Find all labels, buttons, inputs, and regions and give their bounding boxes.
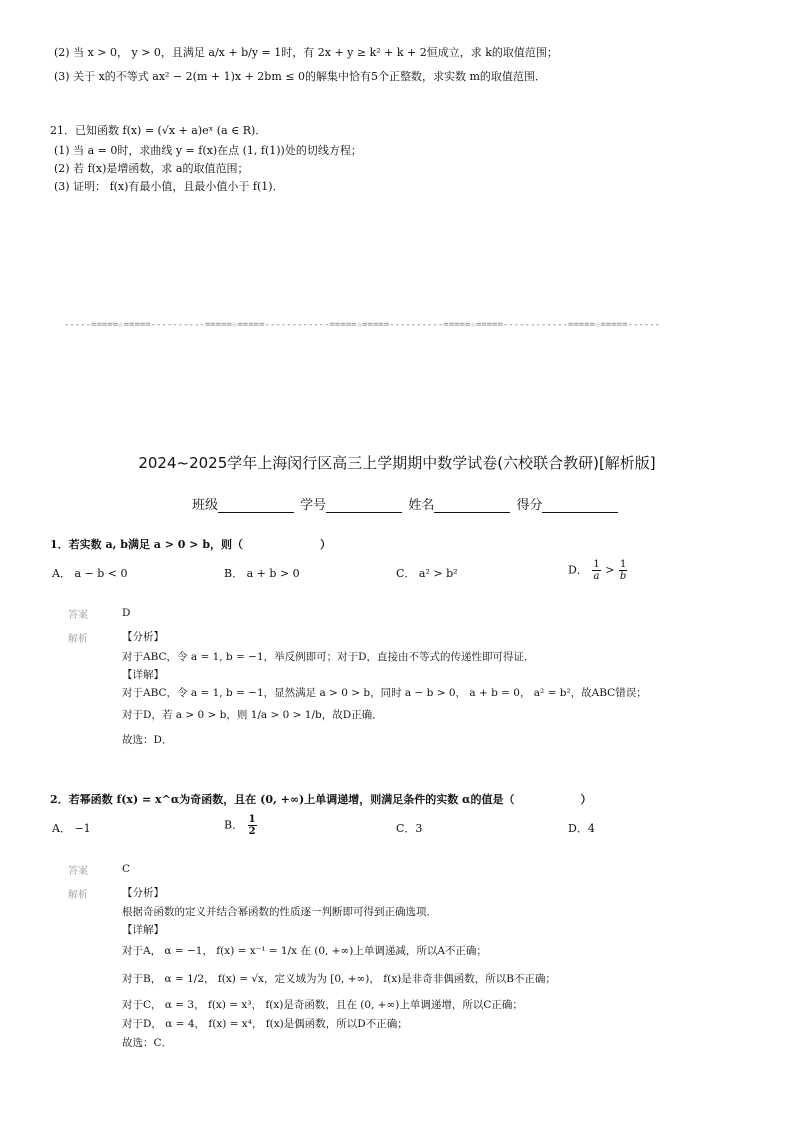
q2-stem: 2．若幂函数 f(x) = x^α为奇函数，且在 (0, +∞)上单调递增，则满足条件的实数 α的值是（ ） — [50, 793, 592, 806]
q2-analysis-line5: 对于B， α = 1/2， f(x) = √x，定义域为为 [0, +∞)， f(x)是非奇非偶函数，所以B不正确； — [122, 973, 556, 985]
q2-answer: C — [122, 863, 131, 875]
q1-analysis-line6: 故选：D． — [122, 734, 173, 746]
q1-analysis-line1: 【分析】 — [122, 631, 164, 643]
q1-option-c: C． a² > b² — [396, 567, 458, 580]
score-label: 得分 — [516, 498, 543, 513]
q2-analysis-line1: 【分析】 — [122, 887, 164, 899]
q1-analysis-label: 解析 — [68, 634, 88, 645]
q2-option-b — [224, 814, 258, 837]
q2-option-d: D．4 — [568, 822, 595, 835]
page-separator: -----=====☆=====----------=====☆=====------------=====☆=====----------=====☆=====------------=====☆=====------ — [64, 320, 661, 330]
q2-option-a: A． −1 — [52, 822, 91, 835]
q2-answer-label: 答案 — [68, 866, 88, 877]
q2-analysis-line3: 【详解】 — [122, 924, 164, 936]
q2-analysis-line2: 根据奇函数的定义并结合幂函数的性质逐一判断即可得到正确选项． — [122, 906, 437, 918]
q2-analysis-label: 解析 — [68, 890, 88, 901]
q1-answer-label: 答案 — [68, 610, 88, 621]
q1-option-a: A． a − b < 0 — [52, 567, 128, 580]
q21-part2: (2) 若 f(x)是增函数，求 a的取值范围； — [54, 162, 249, 175]
student-id-label: 学号 — [300, 498, 327, 513]
q21-stem: 21．已知函数 f(x) = (√x + a)eˣ (a ∈ R)． — [50, 124, 267, 137]
q1-option-d-frac1: $\frac{1}{a}$ — [593, 559, 600, 582]
q1-analysis-line4: 对于ABC，令 a = 1, b = −1，显然满足 a > 0 > b，同时 a − b > 0， a + b = 0， a² = b²，故ABC错误； — [122, 687, 647, 699]
name-blank — [434, 500, 510, 513]
class-blank — [218, 500, 294, 513]
document-title: 2024~2025学年上海闵行区高三上学期期中数学试卷(六校联合教研)[解析版] — [138, 454, 656, 472]
q2-analysis-line7: 对于D， α = 4， f(x) = x⁴， f(x)是偶函数，所以D不正确； — [122, 1018, 408, 1030]
q1-analysis-line3: 【详解】 — [122, 669, 164, 681]
q1-option-b: B． a + b > 0 — [224, 567, 300, 580]
q1-stem: 1．若实数 a, b满足 a > 0 > b，则（ ） — [50, 538, 332, 551]
q1-analysis-line5: 对于D，若 a > 0 > b，则 1/a > 0 > 1/b，故D正确． — [122, 709, 383, 721]
class-label: 班级 — [192, 498, 219, 513]
q20-part2: (2) 当 x > 0， y > 0，且满足 a/x + b/y = 1时，有 2x + y ≥ k² + k + 2恒成立，求 k的取值范围； — [54, 46, 558, 59]
q21-part1: (1) 当 a = 0时，求曲线 y = f(x)在点 (1, f(1))处的切线方程； — [54, 144, 362, 157]
q2-option-b-prefix: B． — [224, 818, 244, 832]
q1-option-d-frac2: $\frac{1}{b}$ — [619, 559, 627, 582]
student-id-blank — [326, 500, 402, 513]
q1-analysis-line2: 对于ABC，令 a = 1, b = −1，举反例即可；对于D，直接由不等式的传递性即可得证． — [122, 651, 535, 663]
q21-part3: (3) 证明： f(x)有最小值，且最小值小于 f(1)． — [54, 180, 284, 193]
q2-analysis-line6: 对于C， α = 3， f(x) = x³， f(x)是奇函数，且在 (0, +∞)上单调递增，所以C正确； — [122, 999, 523, 1011]
student-info-row — [192, 494, 620, 513]
q2-analysis-line4: 对于A， α = −1， f(x) = x⁻¹ = 1/x 在 (0, +∞)上单调递减，所以A不正确； — [122, 945, 487, 957]
q2-analysis-line8: 故选：C． — [122, 1037, 173, 1049]
name-label: 姓名 — [408, 498, 435, 513]
score-blank — [542, 500, 618, 513]
q1-option-d — [568, 559, 628, 582]
q20-part3: (3) 关于 x的不等式 ax² − 2(m + 1)x + 2bm ≤ 0的解集中恰有5个正整数，求实数 m的取值范围． — [54, 70, 546, 83]
q1-option-d-gt: > — [601, 563, 618, 577]
q1-option-d-prefix: D． — [568, 563, 588, 577]
q2-option-b-frac: $\frac{1}{2}$ — [248, 814, 256, 837]
q2-option-c: C．3 — [396, 822, 423, 835]
q1-answer: D — [122, 607, 131, 619]
